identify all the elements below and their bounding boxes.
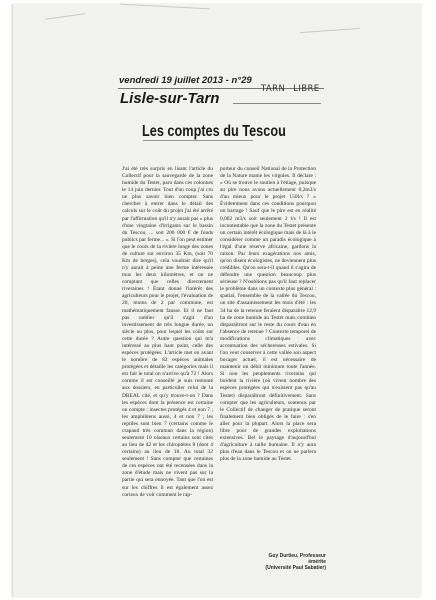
- handwritten-source-note: [261, 84, 328, 94]
- article-paragraph: J'ai été très surpris en lisant l'article du Collectif pour la sauvegarde de la zone humide du Testet, paru dans ces colonnes le 14 juin dernier. Tout d'un coup j'ai cru ne plus savoir bien compter. Sans chercher à entrer dans le détail des calculs sur le coût du projet j'ai été arrêté par l'affirmation qu'il n'y aurait pas « plus d'une vingtaine d'irrigants sur le bassin du Tescou, ... soit 200 000 € de fonds publics par ferme... ». Si l'on peut estimer que le cours de la rivière longe des zones de culture sur environ 35 Km, (soit 70 Km de berges), cela voudrait dire qu'il n'y aurait à peine une ferme intéressée tous les deux kilomètres, et on ne comptant que celles directement riveraines ! Étant donné l'intérêt des agriculteurs pour le projet, l'évaluation de 20, moins de 2 par commune, est mathématiquement fausse. Et il ne faut pas oublier qu'il s'agit d'un investissement de très longue durée, un siècle ou plus, pour lequel les coûts sur cette durée ? Autre question qui m'a intéressé au plus haut point, celle des espèces protégées. L'article met en avant le nombre de 82 espèces animales protégées et détaille les catégories mais il est fait le total on n'arrive qu'à 72 ! Alors comme il est conseillé je suis remonté aux dossiers, en particulier celui de la DREAL cité, et qu'y trouve-t-on ? Dans les espèces dont la présence est certaine on compte : insectes protégés 4 et non 7 ; les amphibiens aussi, 4 et non 7 ; les reptiles sont bien 7 (certains comme le crapaud très commun dans la région) seulement 10 oiseaux certains sont cités au lieu de 42 et les chiroptères 8 (dont 4 certains) au lieu de 18. Au total 32 seulement ! Sans compter que certaines de ces espèces ont été recensées dans la zone d'étude mais ne vivent pas sur la partie qui sera ennoyée. Tant que l'on est sur les chiffres il est également assez curieux de voir comment le rap-: [122, 166, 213, 498]
- handwritten-word: TARN: [261, 84, 286, 94]
- author-signature: [250, 553, 326, 572]
- town-divider: [233, 103, 321, 104]
- handwritten-word: LIBRE: [293, 84, 320, 94]
- author-affiliation: (Université Paul Sabatier): [265, 565, 326, 572]
- article-column-1: [122, 166, 213, 499]
- article-title: Les comptes du Tescou: [142, 123, 286, 140]
- section-town: Lisle-sur-Tarn: [120, 90, 220, 107]
- author-name: Guy Durtieu, Professeur émérite: [268, 553, 326, 566]
- article-column-2: [220, 166, 316, 463]
- publication-date: vendredi 19 juillet 2013 - n°29: [119, 75, 252, 86]
- article-paragraph: porteur du conseil National de la Protection de la Nature manie les virgules. Il déclare : « Où se trouve le soutien à l'étiage, puisque au pire nous avons actuellement 0,2m3/s d'au mieux pour le projet 150l/s ? » Évidemment dans ces conditions pourquoi un barrage ! Sauf que le pire est en réalité 0,002 m3/s soit seulement 2 l/s ! Il est incontestable que la zone du Testet présente un certain intérêt écologique mais de là à le considérer comme un paradis écologique à l'égal d'une réserve africaine, gardons la raison. Par leurs exagérations nos amis, qu'on disent écologistes, ne deviennent plus crédibles. Qu'on sera-t-il quand il s'agira de défendre une question beaucoup plus sérieuse ? N'oublions pas qu'il faut replacer le problème dans un contexte plus général : spatial, l'ensemble de la vallée du Tescou, un site d'assainissement les mois d'été : les 34 ha de la retenue feraient disparaître 12,9 ha de zone humide au Testet mais combien disparaîtront sur le reste du cours d'eau en l'absence de retenue ? Contexte temporel de modifications climatiques avec accentuation des sécheresses estivales. Si l'on veut conserver à cette vallée son aspect bocager actuel, il est nécessaire de maintenir un débit minimum toute l'année. Si non les peuplements riverains qui bordent la rivière (où vivent nombre des espèces protégées qui n'existent pas qu'au Testet) disparaîtront définitivement. Sans compter que les agriculteurs, soutenus par le Collectif de changer de pratique seront finalement bien obligés de le faire : s'en aller pour la plupart. Alors la place sera libre pour de grandes exploitations extensives. Bel le paysage d'aujourd'hui d'agriculture à taille humaine. Il n'y aura plus d'eau dans le Tescou et on ne parlera plus de la zone humide au Testet.: [220, 166, 316, 463]
- title-divider: [143, 140, 253, 141]
